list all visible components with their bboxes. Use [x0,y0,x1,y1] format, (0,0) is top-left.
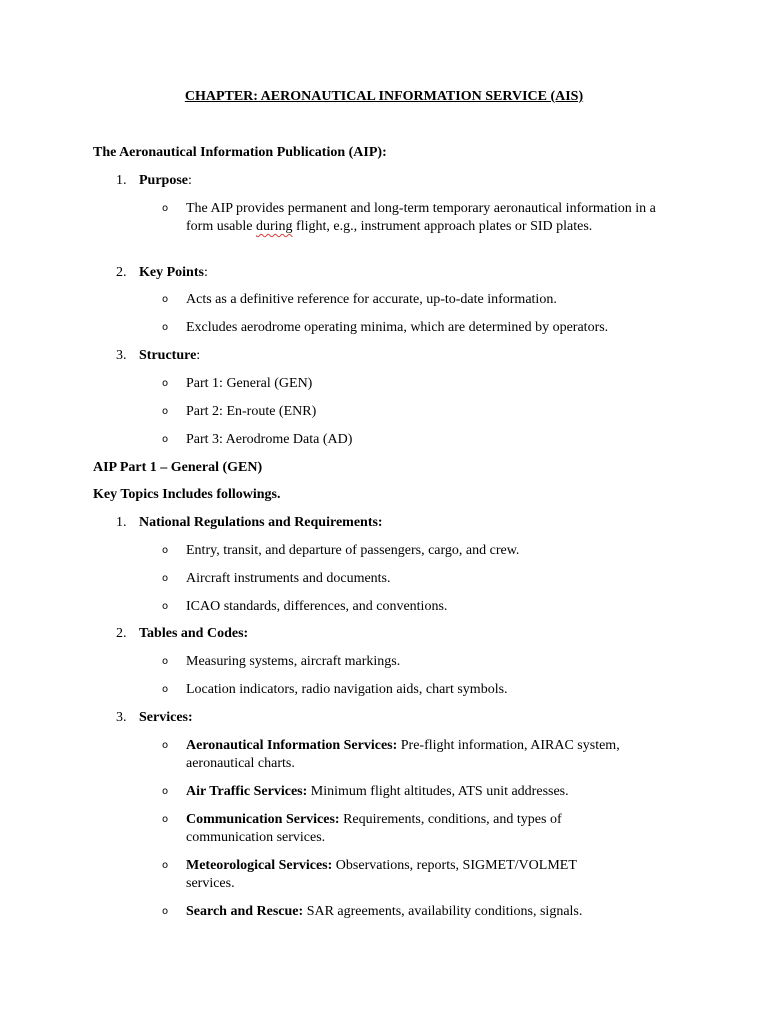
bullet-text: Part 1: General (GEN) [186,376,313,391]
bullet-marker: o [162,814,169,825]
list-item-purpose: Purpose: [139,173,192,188]
bullet-text: Entry, transit, and departure of passengers, cargo, and crew. [186,543,520,558]
bullet-marker: o [162,294,169,305]
bullet-text: Acts as a definitive reference for accurate, up-to-date information. [186,292,557,307]
bullet-text: Measuring systems, aircraft markings. [186,654,401,669]
bullet-marker: o [162,434,169,445]
bullet-marker: o [162,573,169,584]
bullet-marker: o [162,203,169,214]
bullet-text: The AIP provides permanent and long-term temporary aeronautical information in a form usable during flight, e.g., instrument approach plates or SID plates. [186,201,656,234]
bullet-marker: o [162,656,169,667]
bullet-marker: o [162,406,169,417]
bullet-marker: o [162,786,169,797]
bullet-marker: o [162,545,169,556]
chapter-title: CHAPTER: AERONAUTICAL INFORMATION SERVICE (AIS) [184,89,584,104]
bullet-text: Aircraft instruments and documents. [186,571,391,586]
bullet-marker: o [162,740,169,751]
list-number: 2. [116,265,127,280]
bullet-text: Communication Services: Requirements, conditions, and types of communication services. [186,812,562,845]
bullet-marker: o [162,601,169,612]
bullet-text: ICAO standards, differences, and conventions. [186,599,448,614]
list-item-services: Services: [139,710,193,725]
bullet-marker: o [162,378,169,389]
list-number: 1. [116,515,127,530]
list-number: 2. [116,626,127,641]
bullet-text: Part 2: En-route (ENR) [186,404,317,419]
aip-heading: The Aeronautical Information Publication (AIP): [93,145,387,160]
gen-heading: AIP Part 1 – General (GEN) [93,460,263,475]
bullet-text: Meteorological Services: Observations, reports, SIGMET/VOLMET services. [186,858,577,891]
bullet-text: Aeronautical Information Services: Pre-flight information, AIRAC system, aeronautical charts. [186,738,620,771]
topics-heading: Key Topics Includes followings. [93,487,281,502]
bullet-marker: o [162,322,169,333]
bullet-marker: o [162,860,169,871]
list-item-structure: Structure: [139,348,201,363]
bullet-text: Part 3: Aerodrome Data (AD) [186,432,353,447]
bullet-text: Air Traffic Services: Minimum flight altitudes, ATS unit addresses. [186,784,569,799]
bullet-text: Location indicators, radio navigation aids, chart symbols. [186,682,508,697]
list-item-national-regulations: National Regulations and Requirements: [139,515,383,530]
list-number: 1. [116,173,127,188]
bullet-text: Excludes aerodrome operating minima, which are determined by operators. [186,320,609,335]
list-number: 3. [116,348,127,363]
list-number: 3. [116,710,127,725]
list-item-tables-and-codes: Tables and Codes: [139,626,249,641]
bullet-text: Search and Rescue: SAR agreements, availability conditions, signals. [186,904,583,919]
list-item-key-points: Key Points: [139,265,208,280]
spellcheck-flagged-word: during [255,219,293,234]
bullet-marker: o [162,684,169,695]
bullet-marker: o [162,906,169,917]
